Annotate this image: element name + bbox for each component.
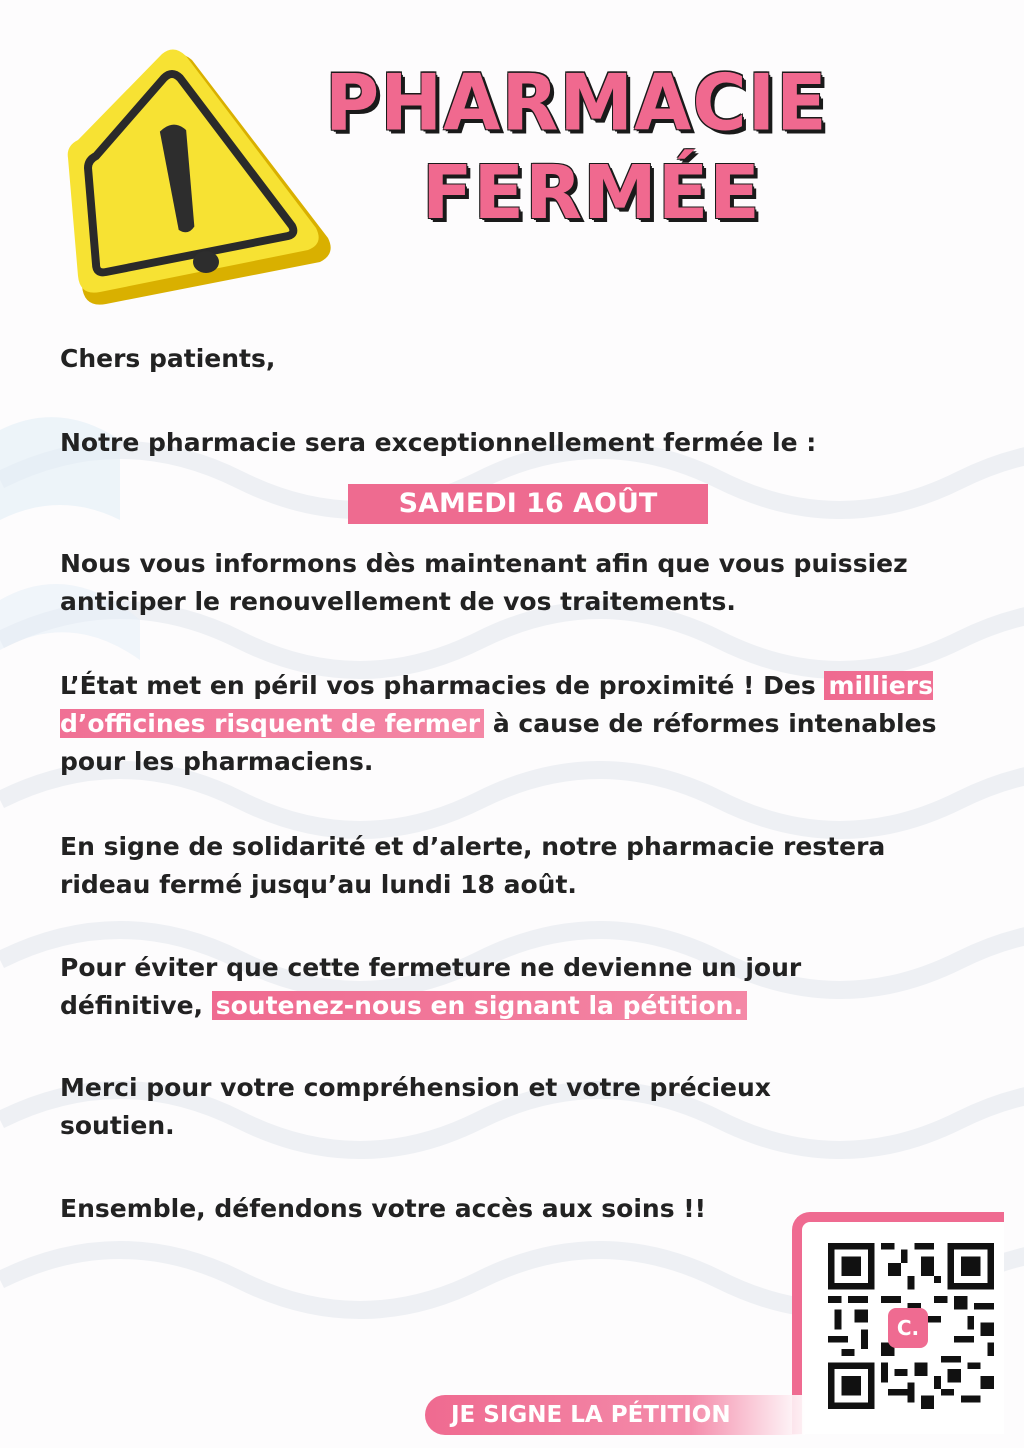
inform-paragraph: Nous vous informons dès maintenant afin que vous puissiez anticiper le renouvellement de vos traitements. [60,549,908,616]
thanks-paragraph: Merci pour votre compréhension et votre précieux soutien. [60,1073,771,1140]
peril-text-end: à cause de réformes intenables pour les pharmaciens. [60,709,937,776]
warning-triangle-icon [66,48,336,310]
avoid-text-start: Pour éviter que cette fermeture ne devienne un jour définitive, [60,953,802,1020]
solidarity-paragraph: En signe de solidarité et d’alerte, notre pharmacie restera rideau fermé jusqu’au lundi 18 août. [60,832,886,899]
page-title-line2: FERMÉE [422,150,761,236]
closure-intro-text: Notre pharmacie sera exceptionnellement fermée le : [60,428,817,457]
sign-petition-button[interactable]: JE SIGNE LA PÉTITION [425,1395,805,1435]
peril-paragraph [60,667,980,781]
closing-text: Ensemble, défendons votre accès aux soins !! [60,1194,707,1223]
greeting-text: Chers patients, [60,344,276,373]
petition-highlight: soutenez-nous en signant la pétition. [212,991,747,1020]
qr-logo-badge: C. [888,1308,928,1348]
peril-highlight: milliers d’officines risquent de fermer [60,671,933,738]
page-title-line1: PHARMACIE [325,57,828,149]
avoid-paragraph [60,949,920,1025]
closure-date-badge: SAMEDI 16 AOÛT [348,484,708,524]
peril-text-start: L’État met en péril vos pharmacies de proximité ! Des [60,671,825,700]
